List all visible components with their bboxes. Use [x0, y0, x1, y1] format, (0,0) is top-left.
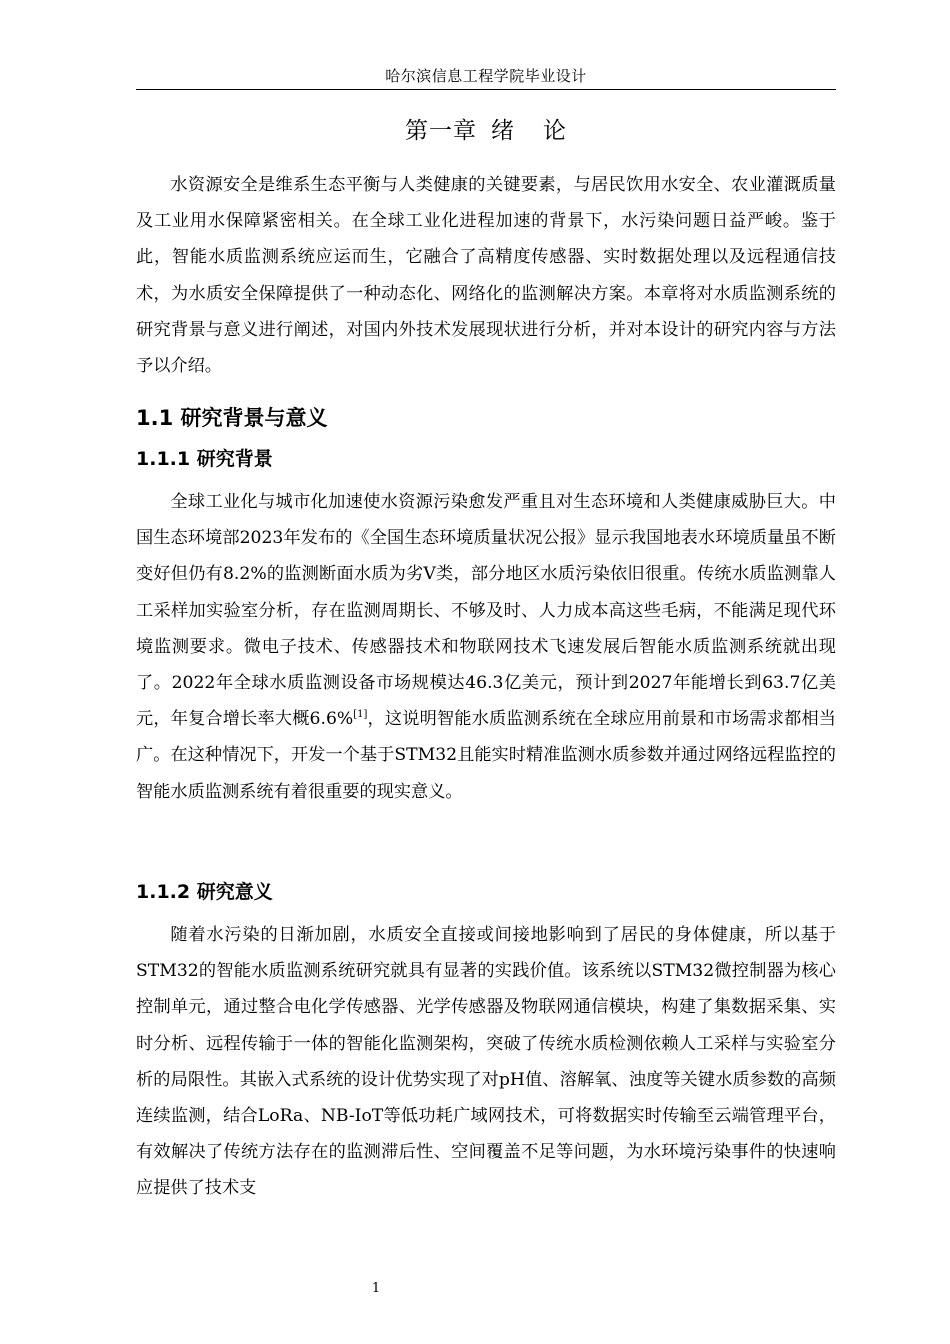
section-heading-1-1-1: 1.1.1 研究背景 [136, 448, 273, 470]
significance-paragraph: 随着水污染的日渐加剧，水质安全直接或间接地影响到了居民的身体健康，所以基于STM32的智能水质监测系统研究就具有显著的实践价值。该系统以STM32微控制器为核心控制单元，通过整合电化学传感器、光学传感器及物联网通信模块，构建了集数据采集、实时分析、远程传输于一体的智能化监测架构，突破了传统水质检测依赖人工采样与实验室分析的局限性。其嵌入式系统的设计优势实现了对pH值、溶解氧、浊度等关键水质参数的高频连续监测，结合LoRa、NB-IoT等低功耗广域网技术，可将数据实时传输至云端管理平台，有效解决了传统方法存在的监测滞后性、空间覆盖不足等问题，为水环境污染事件的快速响应提供了技术支 [136, 925, 836, 1199]
chapter-number: 第一章 [405, 118, 477, 144]
citation-ref: [1] [353, 709, 368, 721]
running-header: 哈尔滨信息工程学院毕业设计 [385, 67, 587, 85]
chapter-title [136, 113, 836, 149]
chapter-title-char-2: 论 [543, 118, 567, 144]
background-text-part1: 全球工业化与城市化加速使水资源污染愈发严重且对生态环境和人类健康威胁巨大。中国生态环境部2023年发布的《全国生态环境质量状况公报》显示我国地表水环境质量虽不断变好但仍有8.2%的监测断面水质为劣Ⅴ类，部分地区水质污染依旧很重。传统水质监测靠人工采样加实验室分析，存在监测周期长、不够及时、人力成本高这些毛病，不能满足现代环境监测要求。微电子技术、传感器技术和物联网技术飞速发展后智能水质监测系统就出现了。2022年全球水质监测设备市场规模达46.3亿美元，预计到2027年能增长到63.7亿美元，年复合增长率大概6.6% [136, 492, 836, 730]
chapter-title-char-1: 绪 [491, 118, 515, 144]
background-text-part2: ，这说明智能水质监测系统在全球应用前景和市场需求都相当广。在这种情况下，开发一个基于STM32且能实时精准监测水质参数并通过网络远程监控的智能水质监测系统有着很重要的现实意义。 [136, 709, 836, 802]
page-number: 1 [371, 1281, 381, 1296]
intro-paragraph: 水资源安全是维系生态平衡与人类健康的关键要素，与居民饮用水安全、农业灌溉质量及工业用水保障紧密相关。在全球工业化进程加速的背景下，水污染问题日益严峻。鉴于此，智能水质监测系统应运而生，它融合了高精度传感器、实时数据处理以及远程通信技术，为水质安全保障提供了一种动态化、网络化的监测解决方案。本章将对水质监测系统的研究背景与意义进行阐述，对国内外技术发展现状进行分析，并对本设计的研究内容与方法予以介绍。 [136, 175, 836, 377]
header-rule [136, 89, 836, 90]
section-heading-1-1-2: 1.1.2 研究意义 [136, 881, 273, 903]
background-paragraph [136, 484, 836, 810]
section-heading-1-1: 1.1 研究背景与意义 [136, 406, 328, 430]
